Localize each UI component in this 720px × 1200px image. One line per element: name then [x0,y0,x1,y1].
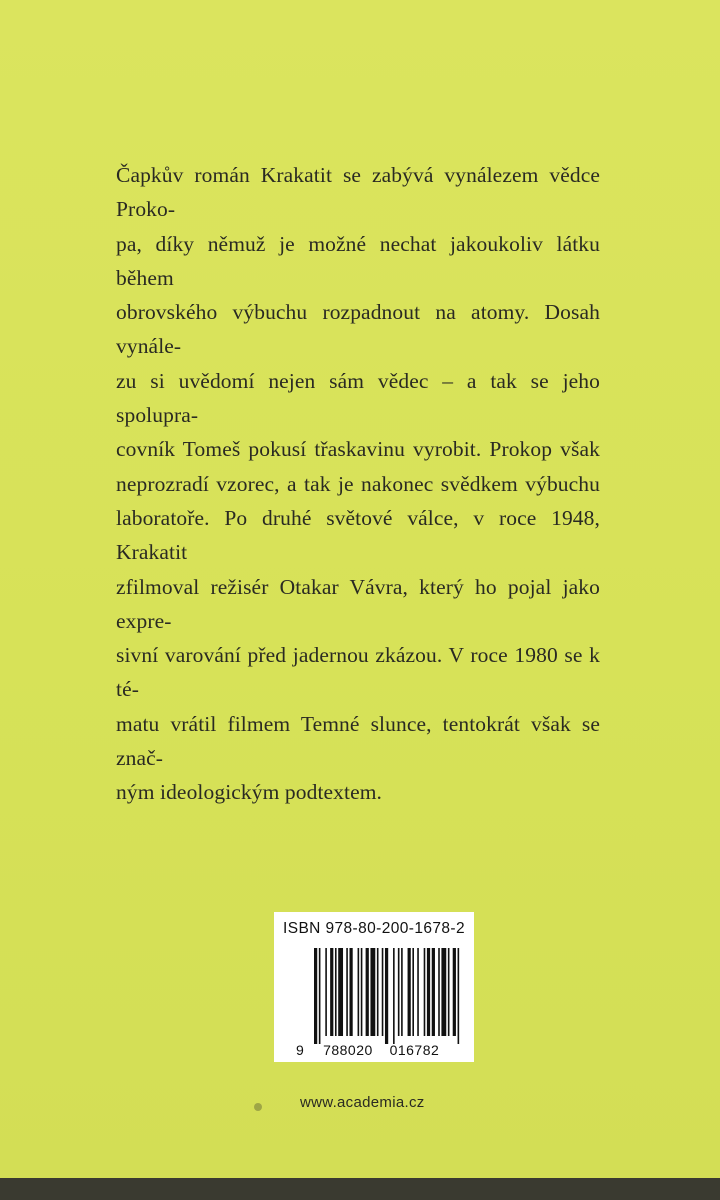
ean-group-left: 788020 [323,1042,373,1058]
barcode-bar [438,948,440,1036]
barcode-bar [377,948,379,1036]
ean-first-digit: 9 [296,1042,305,1058]
barcode-bar [346,948,348,1036]
blurb-line: obrovského výbuchu rozpadnout na atomy. Dosah vynále- [116,300,600,359]
barcode-bar [427,948,430,1036]
barcode-bar [412,948,414,1036]
publisher-website: www.academia.cz [300,1094,425,1111]
blurb-line: pa, díky němuž je možné nechat jakoukoliv látku během [116,231,600,290]
blurb-line: ným ideologickým podtextem. [116,780,383,805]
blurb-text [116,158,600,810]
barcode-bar [441,948,446,1036]
blurb-line: covník Tomeš pokusí třaskavinu vyrobit. Prokop však [116,437,600,462]
barcode-bar [319,948,321,1044]
barcode-bar [393,948,395,1044]
blurb-line: neprozradí vzorec, a tak je nakonec svědkem výbuchu [116,471,600,496]
barcode-bar [408,948,411,1036]
barcode-bar [398,948,400,1036]
barcode-bar [432,948,435,1036]
barcode-bar [382,948,384,1036]
barcode-bar [338,948,343,1036]
barcode-bar [453,948,456,1036]
bottom-edge [0,1178,720,1200]
blurb-line: sivní varování před jadernou zkázou. V roce 1980 se k té- [116,643,600,702]
barcode-bar [314,948,317,1044]
barcode-bar [335,948,337,1036]
barcode-bar [330,948,333,1036]
ean-digits [296,1042,466,1058]
barcode-bar [401,948,403,1036]
blurb-line: zfilmoval režisér Otakar Vávra, který ho pojal jako expre- [116,574,600,633]
blurb-line: Čapkův román Krakatit se zabývá vynálezem vědce Proko- [116,163,600,222]
barcode-bar [448,948,450,1036]
barcode-bar [325,948,327,1036]
blurb-line: matu vrátil filmem Temné slunce, tentokrát však se znač- [116,711,600,771]
isbn-label: ISBN 978-80-200-1678-2 [283,920,465,937]
barcode-bar [366,948,369,1036]
barcode-bar [385,948,388,1044]
barcode [314,948,464,1044]
blurb-line: laboratoře. Po druhé světové válce, v roce 1948, Krakatit [116,505,600,565]
barcode-bar [458,948,460,1044]
blurb-line: zu si uvědomí nejen sám vědec – a tak se jeho spolupra- [116,368,600,428]
barcode-bar [370,948,375,1036]
isbn-barcode-box [274,912,474,1062]
ean-group-right: 016782 [389,1042,440,1058]
smudge-mark [254,1103,262,1111]
barcode-bar [417,948,419,1036]
barcode-bar [349,948,352,1036]
barcode-bar [361,948,363,1036]
barcode-bar [358,948,360,1036]
barcode-bar [424,948,426,1036]
